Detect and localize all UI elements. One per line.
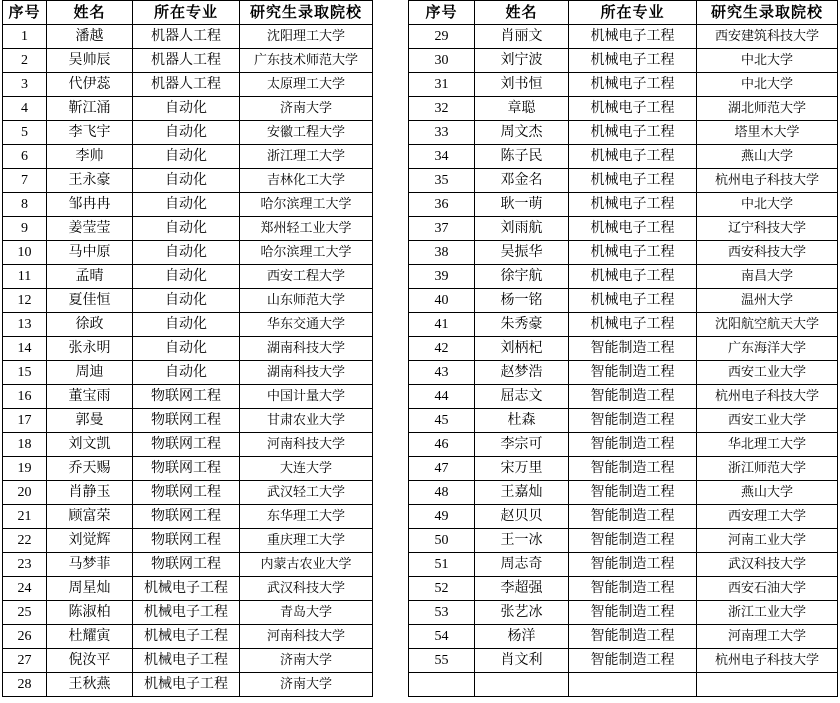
row-index: 31 bbox=[409, 73, 475, 97]
admitted-university: 广东技术师范大学 bbox=[240, 49, 373, 73]
student-major: 机械电子工程 bbox=[569, 49, 697, 73]
admitted-university: 中国计量大学 bbox=[240, 385, 373, 409]
row-index: 42 bbox=[409, 337, 475, 361]
student-major: 机械电子工程 bbox=[133, 577, 240, 601]
empty-cell bbox=[697, 673, 838, 697]
student-major: 自动化 bbox=[133, 313, 240, 337]
row-index: 50 bbox=[409, 529, 475, 553]
table-row bbox=[3, 217, 373, 241]
student-name: 肖静玉 bbox=[47, 481, 133, 505]
admitted-university: 浙江师范大学 bbox=[697, 457, 838, 481]
student-major: 智能制造工程 bbox=[569, 433, 697, 457]
student-name: 刘文凯 bbox=[47, 433, 133, 457]
student-name: 赵贝贝 bbox=[475, 505, 569, 529]
header-university: 研究生录取院校 bbox=[697, 1, 838, 25]
student-major: 智能制造工程 bbox=[569, 577, 697, 601]
table-row bbox=[3, 25, 373, 49]
admitted-university: 辽宁科技大学 bbox=[697, 217, 838, 241]
admitted-university: 西安石油大学 bbox=[697, 577, 838, 601]
table-row bbox=[409, 361, 838, 385]
admitted-university: 济南大学 bbox=[240, 649, 373, 673]
row-index: 19 bbox=[3, 457, 47, 481]
student-major: 智能制造工程 bbox=[569, 601, 697, 625]
admitted-university: 杭州电子科技大学 bbox=[697, 169, 838, 193]
student-name: 肖文利 bbox=[475, 649, 569, 673]
row-index: 3 bbox=[3, 73, 47, 97]
table-row bbox=[409, 25, 838, 49]
student-major: 自动化 bbox=[133, 289, 240, 313]
header-major: 所在专业 bbox=[569, 1, 697, 25]
row-index: 35 bbox=[409, 169, 475, 193]
row-index: 34 bbox=[409, 145, 475, 169]
admitted-university: 吉林化工大学 bbox=[240, 169, 373, 193]
row-index: 32 bbox=[409, 97, 475, 121]
table-row bbox=[3, 337, 373, 361]
student-major: 机械电子工程 bbox=[569, 241, 697, 265]
row-index: 25 bbox=[3, 601, 47, 625]
student-name: 顾富荣 bbox=[47, 505, 133, 529]
table-row bbox=[3, 49, 373, 73]
student-name: 章聪 bbox=[475, 97, 569, 121]
row-index: 24 bbox=[3, 577, 47, 601]
student-major: 机械电子工程 bbox=[133, 673, 240, 697]
row-index: 14 bbox=[3, 337, 47, 361]
row-index: 21 bbox=[3, 505, 47, 529]
admitted-university: 华北理工大学 bbox=[697, 433, 838, 457]
table-row bbox=[3, 313, 373, 337]
student-major: 机械电子工程 bbox=[569, 169, 697, 193]
admitted-university: 河南理工大学 bbox=[697, 625, 838, 649]
admitted-university: 哈尔滨理工大学 bbox=[240, 241, 373, 265]
row-index: 43 bbox=[409, 361, 475, 385]
student-major: 机械电子工程 bbox=[133, 649, 240, 673]
empty-cell bbox=[569, 673, 697, 697]
admitted-university: 湖南科技大学 bbox=[240, 361, 373, 385]
student-name: 李帅 bbox=[47, 145, 133, 169]
row-index: 48 bbox=[409, 481, 475, 505]
table-row bbox=[3, 241, 373, 265]
student-major: 智能制造工程 bbox=[569, 505, 697, 529]
row-index: 44 bbox=[409, 385, 475, 409]
student-major: 智能制造工程 bbox=[569, 625, 697, 649]
student-major: 智能制造工程 bbox=[569, 337, 697, 361]
student-major: 自动化 bbox=[133, 193, 240, 217]
table-row bbox=[3, 121, 373, 145]
admitted-university: 安徽工程大学 bbox=[240, 121, 373, 145]
row-index: 51 bbox=[409, 553, 475, 577]
row-index: 18 bbox=[3, 433, 47, 457]
student-name: 邹冉冉 bbox=[47, 193, 133, 217]
table-row bbox=[409, 337, 838, 361]
row-index: 1 bbox=[3, 25, 47, 49]
table-row bbox=[409, 313, 838, 337]
table-row bbox=[409, 289, 838, 313]
student-major: 机械电子工程 bbox=[569, 217, 697, 241]
student-name: 宋万里 bbox=[475, 457, 569, 481]
student-major: 物联网工程 bbox=[133, 505, 240, 529]
admitted-university: 浙江理工大学 bbox=[240, 145, 373, 169]
student-name: 张永明 bbox=[47, 337, 133, 361]
student-major: 机械电子工程 bbox=[133, 625, 240, 649]
row-index: 39 bbox=[409, 265, 475, 289]
admitted-university: 南昌大学 bbox=[697, 265, 838, 289]
student-major: 智能制造工程 bbox=[569, 457, 697, 481]
student-name: 靳江涌 bbox=[47, 97, 133, 121]
row-index: 15 bbox=[3, 361, 47, 385]
table-row bbox=[409, 169, 838, 193]
row-index: 12 bbox=[3, 289, 47, 313]
student-major: 机械电子工程 bbox=[569, 73, 697, 97]
row-index: 54 bbox=[409, 625, 475, 649]
student-name: 徐政 bbox=[47, 313, 133, 337]
table-row bbox=[409, 49, 838, 73]
student-name: 马梦菲 bbox=[47, 553, 133, 577]
table-row bbox=[3, 289, 373, 313]
table-row bbox=[3, 457, 373, 481]
table-row bbox=[409, 265, 838, 289]
student-name: 赵梦浩 bbox=[475, 361, 569, 385]
table-row bbox=[409, 217, 838, 241]
row-index: 55 bbox=[409, 649, 475, 673]
row-index: 8 bbox=[3, 193, 47, 217]
table-row bbox=[3, 193, 373, 217]
student-name: 王秋燕 bbox=[47, 673, 133, 697]
row-index: 40 bbox=[409, 289, 475, 313]
admitted-university: 甘肃农业大学 bbox=[240, 409, 373, 433]
table-row bbox=[3, 169, 373, 193]
student-major: 自动化 bbox=[133, 337, 240, 361]
header-university: 研究生录取院校 bbox=[240, 1, 373, 25]
admitted-university: 塔里木大学 bbox=[697, 121, 838, 145]
admitted-university: 哈尔滨理工大学 bbox=[240, 193, 373, 217]
table-row bbox=[409, 505, 838, 529]
student-major: 机器人工程 bbox=[133, 73, 240, 97]
student-name: 陈淑柏 bbox=[47, 601, 133, 625]
student-major: 物联网工程 bbox=[133, 553, 240, 577]
row-index: 9 bbox=[3, 217, 47, 241]
header-row bbox=[409, 1, 838, 25]
admitted-university: 郑州轻工业大学 bbox=[240, 217, 373, 241]
table-row bbox=[409, 625, 838, 649]
student-major: 机械电子工程 bbox=[569, 25, 697, 49]
student-name: 董宝雨 bbox=[47, 385, 133, 409]
table-row bbox=[3, 481, 373, 505]
student-name: 代伊蕊 bbox=[47, 73, 133, 97]
student-major: 物联网工程 bbox=[133, 457, 240, 481]
table-row bbox=[409, 457, 838, 481]
row-index: 6 bbox=[3, 145, 47, 169]
student-major: 机械电子工程 bbox=[569, 265, 697, 289]
table-row bbox=[409, 529, 838, 553]
student-name: 王一冰 bbox=[475, 529, 569, 553]
row-index: 33 bbox=[409, 121, 475, 145]
header-name: 姓名 bbox=[47, 1, 133, 25]
admitted-university: 河南科技大学 bbox=[240, 625, 373, 649]
header-index: 序号 bbox=[409, 1, 475, 25]
student-major: 机器人工程 bbox=[133, 49, 240, 73]
admitted-university: 华东交通大学 bbox=[240, 313, 373, 337]
student-major: 物联网工程 bbox=[133, 433, 240, 457]
student-major: 机械电子工程 bbox=[569, 193, 697, 217]
table-row bbox=[3, 265, 373, 289]
table-row bbox=[3, 73, 373, 97]
student-name: 马中原 bbox=[47, 241, 133, 265]
table-row bbox=[3, 529, 373, 553]
admitted-university: 河南工业大学 bbox=[697, 529, 838, 553]
row-index: 20 bbox=[3, 481, 47, 505]
student-major: 机械电子工程 bbox=[569, 145, 697, 169]
student-name: 杨一铭 bbox=[475, 289, 569, 313]
table-row bbox=[409, 121, 838, 145]
admitted-university: 东华理工大学 bbox=[240, 505, 373, 529]
student-name: 刘柄杞 bbox=[475, 337, 569, 361]
row-index: 30 bbox=[409, 49, 475, 73]
admitted-university: 湖南科技大学 bbox=[240, 337, 373, 361]
empty-row bbox=[409, 673, 838, 697]
student-name: 杨洋 bbox=[475, 625, 569, 649]
row-index: 7 bbox=[3, 169, 47, 193]
student-major: 机器人工程 bbox=[133, 25, 240, 49]
header-name: 姓名 bbox=[475, 1, 569, 25]
student-major: 物联网工程 bbox=[133, 385, 240, 409]
admitted-university: 杭州电子科技大学 bbox=[697, 385, 838, 409]
admitted-university: 西安工业大学 bbox=[697, 361, 838, 385]
row-index: 49 bbox=[409, 505, 475, 529]
admitted-university: 广东海洋大学 bbox=[697, 337, 838, 361]
admitted-university: 温州大学 bbox=[697, 289, 838, 313]
student-major: 智能制造工程 bbox=[569, 409, 697, 433]
row-index: 2 bbox=[3, 49, 47, 73]
student-name: 郭曼 bbox=[47, 409, 133, 433]
admitted-university: 山东师范大学 bbox=[240, 289, 373, 313]
student-major: 自动化 bbox=[133, 97, 240, 121]
student-name: 陈子民 bbox=[475, 145, 569, 169]
admitted-university: 河南科技大学 bbox=[240, 433, 373, 457]
student-name: 吴帅辰 bbox=[47, 49, 133, 73]
admitted-university: 中北大学 bbox=[697, 49, 838, 73]
student-major: 自动化 bbox=[133, 121, 240, 145]
row-index: 37 bbox=[409, 217, 475, 241]
header-index: 序号 bbox=[3, 1, 47, 25]
student-name: 乔天赐 bbox=[47, 457, 133, 481]
table-row bbox=[3, 649, 373, 673]
row-index: 53 bbox=[409, 601, 475, 625]
row-index: 38 bbox=[409, 241, 475, 265]
table-row bbox=[3, 361, 373, 385]
student-name: 周迪 bbox=[47, 361, 133, 385]
row-index: 26 bbox=[3, 625, 47, 649]
table-row bbox=[3, 97, 373, 121]
student-major: 自动化 bbox=[133, 361, 240, 385]
student-major: 机械电子工程 bbox=[133, 601, 240, 625]
table-row bbox=[409, 433, 838, 457]
student-name: 耿一萌 bbox=[475, 193, 569, 217]
admitted-university: 武汉轻工大学 bbox=[240, 481, 373, 505]
row-index: 36 bbox=[409, 193, 475, 217]
table-row bbox=[409, 97, 838, 121]
table-row bbox=[409, 241, 838, 265]
admitted-university: 济南大学 bbox=[240, 97, 373, 121]
row-index: 11 bbox=[3, 265, 47, 289]
student-name: 周星灿 bbox=[47, 577, 133, 601]
student-name: 张艺冰 bbox=[475, 601, 569, 625]
table-row bbox=[409, 649, 838, 673]
row-index: 22 bbox=[3, 529, 47, 553]
table-row bbox=[409, 73, 838, 97]
student-major: 自动化 bbox=[133, 145, 240, 169]
student-name: 刘宁波 bbox=[475, 49, 569, 73]
admitted-university: 内蒙古农业大学 bbox=[240, 553, 373, 577]
admitted-university: 中北大学 bbox=[697, 73, 838, 97]
student-major: 智能制造工程 bbox=[569, 385, 697, 409]
student-name: 屈志文 bbox=[475, 385, 569, 409]
header-major: 所在专业 bbox=[133, 1, 240, 25]
admitted-university: 西安理工大学 bbox=[697, 505, 838, 529]
empty-cell bbox=[409, 673, 475, 697]
admitted-university: 武汉科技大学 bbox=[240, 577, 373, 601]
student-major: 机械电子工程 bbox=[569, 289, 697, 313]
student-major: 自动化 bbox=[133, 217, 240, 241]
student-name: 周志奇 bbox=[475, 553, 569, 577]
student-name: 王永豪 bbox=[47, 169, 133, 193]
student-name: 邓金名 bbox=[475, 169, 569, 193]
admitted-university: 济南大学 bbox=[240, 673, 373, 697]
student-name: 周文杰 bbox=[475, 121, 569, 145]
empty-cell bbox=[475, 673, 569, 697]
table-row bbox=[3, 409, 373, 433]
student-name: 杜耀寅 bbox=[47, 625, 133, 649]
table-row bbox=[3, 673, 373, 697]
header-row bbox=[3, 1, 373, 25]
student-major: 自动化 bbox=[133, 241, 240, 265]
row-index: 4 bbox=[3, 97, 47, 121]
student-major: 智能制造工程 bbox=[569, 529, 697, 553]
student-name: 吴振华 bbox=[475, 241, 569, 265]
table-row bbox=[3, 505, 373, 529]
admitted-university: 西安建筑科技大学 bbox=[697, 25, 838, 49]
student-major: 机械电子工程 bbox=[569, 121, 697, 145]
table-row bbox=[3, 553, 373, 577]
table-row bbox=[409, 145, 838, 169]
student-name: 朱秀豪 bbox=[475, 313, 569, 337]
student-major: 智能制造工程 bbox=[569, 649, 697, 673]
student-name: 刘雨航 bbox=[475, 217, 569, 241]
table-row bbox=[3, 577, 373, 601]
table-row bbox=[3, 145, 373, 169]
table-row bbox=[3, 433, 373, 457]
student-major: 物联网工程 bbox=[133, 481, 240, 505]
row-index: 52 bbox=[409, 577, 475, 601]
row-index: 41 bbox=[409, 313, 475, 337]
row-index: 45 bbox=[409, 409, 475, 433]
admitted-university: 重庆理工大学 bbox=[240, 529, 373, 553]
table-row bbox=[3, 625, 373, 649]
admitted-university: 燕山大学 bbox=[697, 145, 838, 169]
table-row bbox=[409, 481, 838, 505]
student-name: 李飞宇 bbox=[47, 121, 133, 145]
table-row bbox=[409, 601, 838, 625]
row-index: 13 bbox=[3, 313, 47, 337]
admitted-university: 武汉科技大学 bbox=[697, 553, 838, 577]
student-name: 杜森 bbox=[475, 409, 569, 433]
student-name: 刘觉辉 bbox=[47, 529, 133, 553]
row-index: 27 bbox=[3, 649, 47, 673]
row-index: 10 bbox=[3, 241, 47, 265]
admitted-university: 西安工业大学 bbox=[697, 409, 838, 433]
row-index: 46 bbox=[409, 433, 475, 457]
row-index: 16 bbox=[3, 385, 47, 409]
row-index: 28 bbox=[3, 673, 47, 697]
row-index: 47 bbox=[409, 457, 475, 481]
student-name: 李宗可 bbox=[475, 433, 569, 457]
admitted-university: 西安科技大学 bbox=[697, 241, 838, 265]
student-name: 潘越 bbox=[47, 25, 133, 49]
student-name: 孟晴 bbox=[47, 265, 133, 289]
student-major: 自动化 bbox=[133, 265, 240, 289]
table-row bbox=[409, 409, 838, 433]
student-name: 肖丽文 bbox=[475, 25, 569, 49]
table-row bbox=[3, 385, 373, 409]
admitted-university: 浙江工业大学 bbox=[697, 601, 838, 625]
student-major: 智能制造工程 bbox=[569, 361, 697, 385]
admissions-table-right bbox=[408, 0, 838, 697]
student-name: 夏佳恒 bbox=[47, 289, 133, 313]
admitted-university: 大连大学 bbox=[240, 457, 373, 481]
student-major: 物联网工程 bbox=[133, 529, 240, 553]
admissions-table-left bbox=[2, 0, 373, 697]
table-row bbox=[409, 385, 838, 409]
row-index: 29 bbox=[409, 25, 475, 49]
table-row bbox=[409, 577, 838, 601]
row-index: 17 bbox=[3, 409, 47, 433]
student-name: 李超强 bbox=[475, 577, 569, 601]
admitted-university: 湖北师范大学 bbox=[697, 97, 838, 121]
student-name: 刘书恒 bbox=[475, 73, 569, 97]
student-name: 姜莹莹 bbox=[47, 217, 133, 241]
table-row bbox=[409, 193, 838, 217]
row-index: 5 bbox=[3, 121, 47, 145]
student-major: 智能制造工程 bbox=[569, 553, 697, 577]
student-name: 倪汝平 bbox=[47, 649, 133, 673]
student-major: 物联网工程 bbox=[133, 409, 240, 433]
admitted-university: 杭州电子科技大学 bbox=[697, 649, 838, 673]
admitted-university: 太原理工大学 bbox=[240, 73, 373, 97]
admitted-university: 燕山大学 bbox=[697, 481, 838, 505]
student-major: 智能制造工程 bbox=[569, 481, 697, 505]
admitted-university: 青岛大学 bbox=[240, 601, 373, 625]
row-index: 23 bbox=[3, 553, 47, 577]
student-major: 机械电子工程 bbox=[569, 313, 697, 337]
admitted-university: 沈阳航空航天大学 bbox=[697, 313, 838, 337]
student-name: 徐宇航 bbox=[475, 265, 569, 289]
student-major: 机械电子工程 bbox=[569, 97, 697, 121]
admitted-university: 沈阳理工大学 bbox=[240, 25, 373, 49]
student-name: 王嘉灿 bbox=[475, 481, 569, 505]
admitted-university: 中北大学 bbox=[697, 193, 838, 217]
student-major: 自动化 bbox=[133, 169, 240, 193]
table-row bbox=[409, 553, 838, 577]
admitted-university: 西安工程大学 bbox=[240, 265, 373, 289]
table-row bbox=[3, 601, 373, 625]
